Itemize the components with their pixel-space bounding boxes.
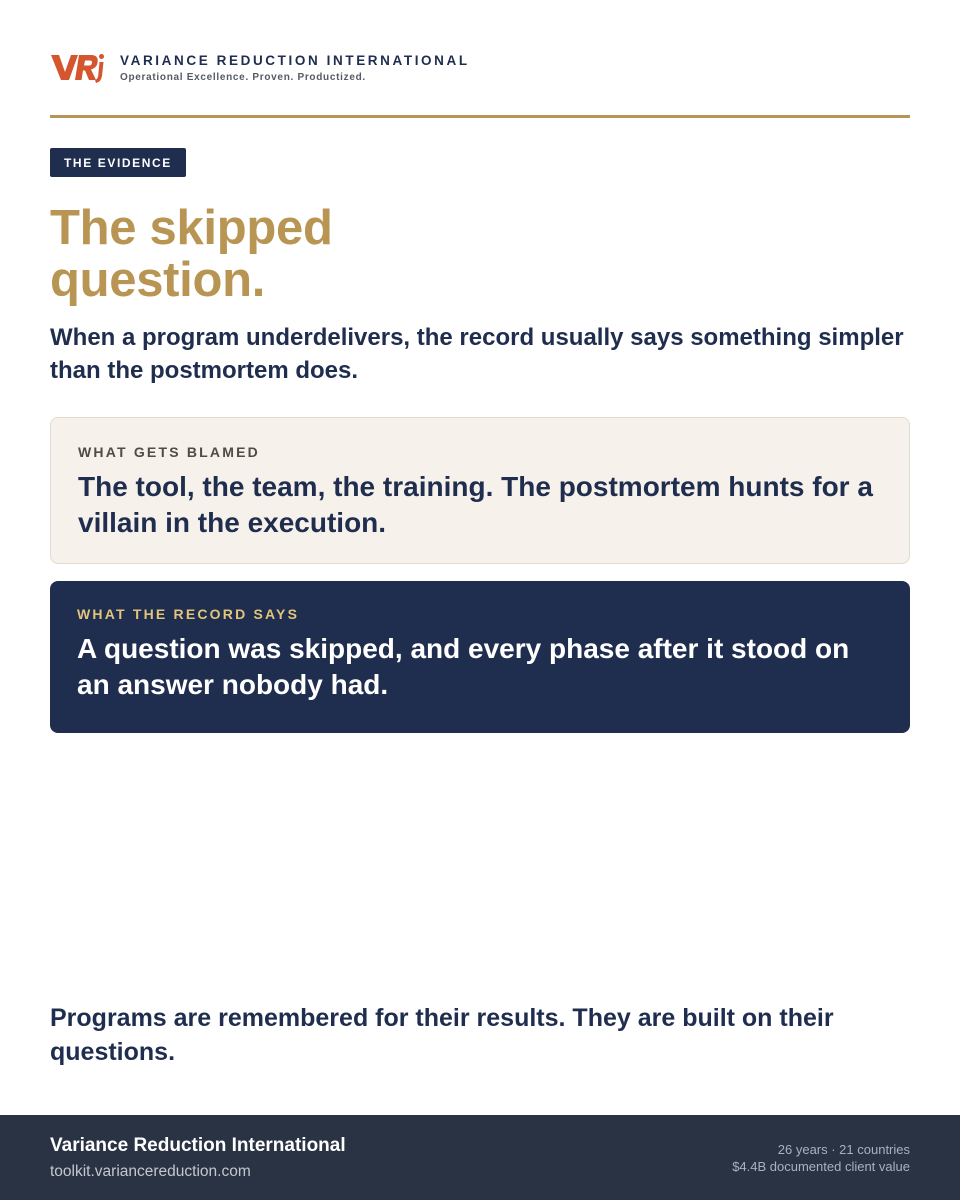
closing-statement: Programs are remembered for their results. They are built on their questions. xyxy=(50,1004,834,1066)
record-card-label: WHAT THE RECORD SAYS xyxy=(77,606,300,622)
blamed-card-label: WHAT GETS BLAMED xyxy=(78,444,260,460)
lede-paragraph: When a program underdelivers, the record usually says something simpler than the postmortem does. xyxy=(50,324,904,384)
footer-stat-client-value: $4.4B documented client value xyxy=(732,1159,910,1174)
brand-text xyxy=(120,50,470,83)
brand-header xyxy=(50,50,910,84)
page-title-line-2: question. xyxy=(50,253,266,307)
footer-url-link[interactable]: toolkit.variancereduction.com xyxy=(50,1163,251,1180)
footer-company-name: Variance Reduction International xyxy=(50,1135,346,1156)
page-title-line-1: The skipped xyxy=(50,201,333,255)
brand-name: VARIANCE REDUCTION INTERNATIONAL xyxy=(120,53,470,68)
page-title xyxy=(50,202,650,306)
header-divider xyxy=(50,115,910,118)
blamed-card-body: The tool, the team, the training. The postmortem hunts for a villain in the execution. xyxy=(78,471,873,538)
blamed-card xyxy=(50,417,910,564)
brand-tagline: Operational Excellence. Proven. Productized. xyxy=(120,72,366,83)
section-eyebrow-badge: THE EVIDENCE xyxy=(50,148,186,177)
footer-stat-years-countries: 26 years · 21 countries xyxy=(777,1142,910,1157)
footer xyxy=(0,1115,960,1200)
record-card-body: A question was skipped, and every phase after it stood on an answer nobody had. xyxy=(77,633,850,700)
vri-logo xyxy=(50,50,104,84)
record-card xyxy=(50,581,910,733)
footer-stats xyxy=(732,1141,910,1175)
